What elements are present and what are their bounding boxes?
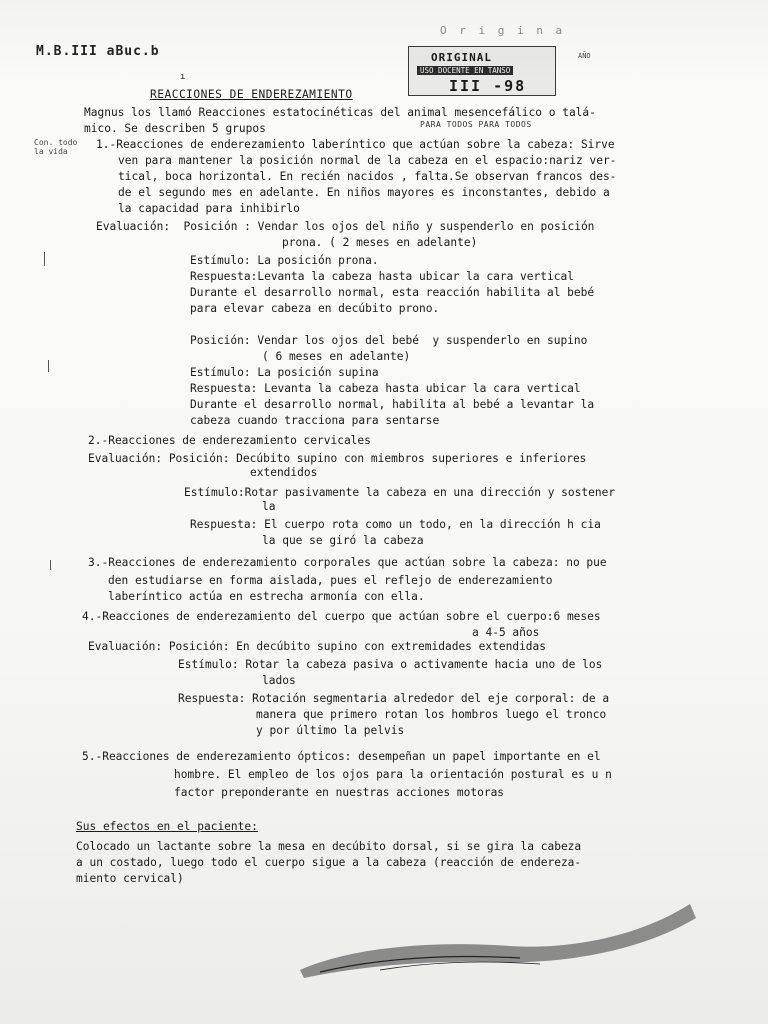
section-heading: Sus efectos en el paciente:	[76, 820, 258, 833]
text-line: 4.-Reacciones de enderezamiento del cuerpo que actúan sobre el cuerpo:6 meses	[82, 610, 601, 623]
text-line: Durante el desarrollo normal, esta reacción habilita al bebé	[190, 286, 595, 299]
margin-mark	[44, 252, 45, 266]
text-line: laberíntico actúa en estrecha armonía con ella.	[108, 590, 425, 603]
text-line: Respuesta:Levanta la cabeza hasta ubicar la cara vertical	[190, 270, 574, 283]
text-line: la capacidad para inhibirlo	[118, 202, 300, 215]
scan-fold-shadow	[260, 900, 700, 980]
text-line: tical, boca horizontal. En recién nacidos , falta.Se observan francos des-	[118, 170, 617, 183]
margin-note: Con. todo la vida	[34, 138, 78, 156]
margin-mark	[48, 360, 49, 372]
text-line: la	[262, 500, 276, 513]
text-line: ven para mantener la posición normal de la cabeza en el espacio:nariz ver-	[118, 154, 617, 167]
text-line: la que se giró la cabeza	[262, 534, 424, 547]
text-line: cabeza cuando tracciona para sentarse	[190, 414, 440, 427]
text-line: a 4-5 años	[472, 626, 540, 639]
text-line: 2.-Reacciones de enderezamiento cervicales	[88, 434, 371, 447]
stamp-lower-texts: PARA TODOS PARA TODOS	[420, 120, 532, 129]
title-mark: ı	[180, 72, 186, 82]
original-stamp	[408, 46, 556, 96]
header-handwriting: M.B.III aBuc.b	[36, 44, 160, 59]
text-line: extendidos	[250, 466, 318, 479]
document-title: REACCIONES DE ENDEREZAMIENTO	[150, 88, 353, 101]
stamp-line-3: III -98	[449, 77, 527, 95]
text-line: Evaluación: Posición: En decúbito supino con extremidades extendidas	[88, 640, 547, 653]
text-line: Estímulo: Rotar la cabeza pasiva o activamente hacia uno de los	[178, 658, 603, 671]
text-line: Durante el desarrollo normal, habilita al bebé a levantar la	[190, 398, 595, 411]
faint-header-stamp: O r i g i n a	[440, 24, 566, 37]
text-line: mico. Se describen 5 grupos	[84, 122, 266, 135]
text-line: 1.-Reacciones de enderezamiento laberíntico que actúan sobre la cabeza: Sirve	[96, 138, 615, 151]
text-line: 3.-Reacciones de enderezamiento corporales que actúan sobre la cabeza: no pue	[88, 556, 607, 569]
text-line: Estímulo: La posición prona.	[190, 254, 379, 267]
stamp-line-1: ORIGINAL	[431, 51, 492, 64]
text-line: Evaluación: Posición : Vendar los ojos del niño y suspenderlo en posición	[96, 220, 595, 233]
stamp-line-2: USO DOCENTE EN TANSO	[417, 66, 513, 75]
text-line: Estímulo: La posición supina	[190, 366, 379, 379]
text-line: de el segundo mes en adelante. En niños mayores es inconstantes, debido a	[118, 186, 610, 199]
text-line: Colocado un lactante sobre la mesa en decúbito dorsal, si se gira la cabeza	[76, 840, 582, 853]
text-line: den estudiarse en forma aislada, pues el reflejo de enderezamiento	[108, 574, 553, 587]
text-line: lados	[262, 674, 296, 687]
text-line: para elevar cabeza en decúbito prono.	[190, 302, 440, 315]
text-line: Evaluación: Posición: Decúbito supino con miembros superiores e inferiores	[88, 452, 587, 465]
text-line: 5.-Reacciones de enderezamiento ópticos: desempeñan un papel importante en el	[82, 750, 601, 763]
text-line: ( 6 meses en adelante)	[262, 350, 411, 363]
stamp-ano-label: AÑO	[578, 52, 591, 60]
text-line: y por último la pelvis	[256, 724, 405, 737]
margin-mark	[50, 560, 51, 570]
text-line: manera que primero rotan los hombros luego el tronco	[256, 708, 607, 721]
text-line: a un costado, luego todo el cuerpo sigue a la cabeza (reacción de endereza-	[76, 856, 582, 869]
text-line: miento cervical)	[76, 872, 184, 885]
text-line: hombre. El empleo de los ojos para la orientación postural es u n	[174, 768, 612, 781]
text-line: Respuesta: Levanta la cabeza hasta ubicar la cara vertical	[190, 382, 581, 395]
text-line: Posición: Vendar los ojos del bebé y suspenderlo en supino	[190, 334, 588, 347]
text-line: Estímulo:Rotar pasivamente la cabeza en una dirección y sostener	[184, 486, 616, 499]
text-line: prona. ( 2 meses en adelante)	[282, 236, 478, 249]
text-line: Magnus los llamó Reacciones estatocinéticas del animal mesencefálico o talá-	[84, 106, 596, 119]
text-line: Respuesta: El cuerpo rota como un todo, en la dirección h cia	[190, 518, 601, 531]
text-line: Respuesta: Rotación segmentaria alrededor del eje corporal: de a	[178, 692, 610, 705]
text-line: factor preponderante en nuestras acciones motoras	[174, 786, 505, 799]
